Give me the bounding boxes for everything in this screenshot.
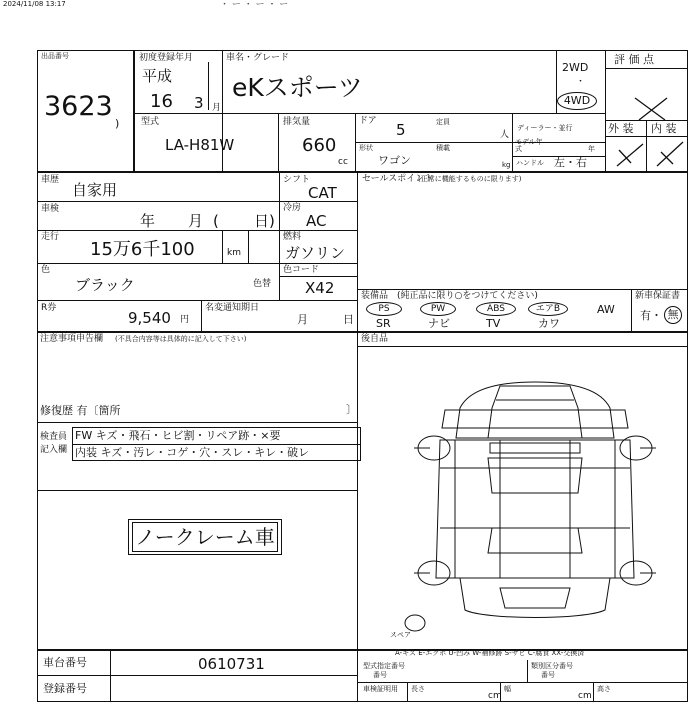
repair-history: 修復歴 有〔箇所 [40, 404, 121, 417]
name-change-label: 名変通知期日 [205, 303, 260, 313]
repair-bracket: 〕 [346, 403, 357, 416]
equip-leather: カワ [538, 317, 560, 330]
color-label: 色 [41, 265, 51, 275]
divider [37, 300, 357, 301]
exterior-label: 外 装 [608, 122, 634, 135]
inspection-day: 日) [254, 212, 275, 230]
length-label: 長さ [411, 685, 425, 693]
vehicle-name-label: 車名・グレード [226, 53, 290, 63]
rating-label: 評 価 点 [614, 53, 654, 66]
recycle-unit: 円 [180, 315, 190, 325]
era: 平成 [142, 67, 173, 85]
warranty-label: 新車保証書 [635, 291, 681, 301]
load-unit: kg [502, 161, 511, 169]
reg-month: 3 [194, 94, 204, 112]
divider [355, 142, 605, 143]
handle-value: 左・右 [554, 156, 587, 169]
shape-value: ワゴン [378, 154, 411, 167]
divider [222, 230, 223, 263]
model-value: LA-H81W [165, 136, 235, 154]
capacity-label: 定員 [436, 118, 450, 126]
height-label: 高さ [597, 685, 611, 693]
divider [248, 230, 249, 263]
shift-label: シフト [283, 175, 311, 185]
model-label: 型式 [141, 117, 160, 127]
inspection-paren: ( [213, 212, 219, 230]
sales-point-label: セールスポイント [362, 174, 434, 184]
divider [134, 50, 135, 172]
damage-legend: A-キズ E-エクボ U-凹み W-補修跡 S-サビ C-腐食 XX-交換済 [395, 649, 585, 657]
width-label: 幅 [504, 685, 511, 693]
divider [278, 113, 279, 172]
equipment-label: 装備品 [361, 291, 389, 301]
fuel-value: ガソリン [285, 244, 346, 262]
color-code: X42 [305, 279, 335, 297]
divider [222, 50, 223, 172]
shift-value: CAT [308, 184, 337, 202]
warranty-circled: 無 [664, 306, 682, 324]
inspector-interior: 内装 キズ・汚レ・コゲ・穴・スレ・キレ・破レ [75, 446, 310, 459]
divider [37, 230, 357, 231]
cut-header-text: ・ ー ・ ー ・ ー [220, 0, 289, 10]
drive-dot: ・ [576, 77, 586, 87]
name-change-month: 月 [297, 313, 308, 326]
car-diagram [400, 378, 670, 640]
reg-month-unit: 月 [212, 103, 222, 113]
chassis-label: 車台番号 [43, 656, 87, 669]
first-reg-label: 初度登録年月 [139, 53, 194, 63]
divider [357, 332, 358, 650]
notes-label: 注意事項申告欄 [40, 334, 104, 344]
model-year-unit: 年 [588, 145, 595, 153]
interior-label: 内 装 [651, 122, 677, 135]
history-label: 車歴 [41, 175, 60, 185]
divider [37, 490, 357, 491]
equip-pw: PW [420, 302, 456, 316]
notes-note: (不具合内容等は具体的に記入して下さい) [115, 335, 247, 343]
equip-abs: ABS [476, 302, 516, 316]
drive-2wd: 2WD [562, 61, 589, 74]
divider [357, 346, 688, 347]
width-unit: cm [578, 691, 592, 701]
equipment-note: (純正品に限り○をつけてください) [397, 291, 538, 301]
divider [110, 650, 111, 702]
displacement-unit: cc [338, 157, 348, 167]
equip-aw: AW [597, 303, 615, 316]
divider [134, 113, 222, 114]
recycle-value: 9,540 [128, 309, 171, 327]
inspector-exterior: FW キズ・飛石・ヒビ割・リペア跡・×要 [75, 429, 281, 442]
model-designation-label: 型式指定番号 [363, 662, 405, 670]
rating-marks [605, 68, 688, 172]
divider [37, 422, 357, 423]
category-label: 類別区分番号 [531, 662, 573, 670]
equip-airbag: エアB [528, 302, 568, 316]
color-value: ブラック [75, 276, 135, 294]
model-year-label: モデル年式 [515, 138, 543, 153]
divider [357, 289, 688, 290]
divider [279, 276, 357, 277]
name-change-day: 日 [343, 313, 354, 326]
divider [37, 201, 357, 202]
category-sub: 番号 [541, 671, 555, 679]
capacity-unit: 人 [500, 130, 510, 140]
equip-sr: SR [376, 317, 391, 330]
fuel-label: 燃料 [283, 232, 302, 242]
mileage-label: 走行 [41, 232, 60, 242]
model-designation-sub: 番号 [373, 671, 387, 679]
timestamp: 2024/11/08 13:17 [3, 0, 66, 8]
registration-number-label: 登録番号 [43, 682, 87, 695]
divider [357, 650, 358, 702]
handle-label: ハンドル [516, 159, 544, 167]
color-swap-label: 色替 [253, 279, 272, 289]
displacement-value: 660 [302, 135, 337, 156]
inspection-year: 年 [140, 212, 156, 230]
doors-label: ドア [359, 116, 377, 126]
equip-tv: TV [486, 317, 501, 330]
equip-ps: PS [366, 302, 402, 316]
drive-4wd-circled: 4WD [557, 92, 597, 110]
divider [357, 172, 358, 332]
recycle-label: R券 [41, 303, 57, 313]
dealer-label: ディーラー・並行 [517, 124, 573, 132]
divider [201, 300, 202, 332]
warranty-value: 有・ [640, 309, 662, 322]
divider [72, 444, 361, 445]
inspector-label: 検査員 [40, 432, 68, 442]
shuppin-label: 出品番号 [41, 52, 69, 60]
reg-year: 16 [150, 91, 173, 112]
shape-label: 形状 [359, 144, 373, 152]
vehicle-name: eKスポーツ [232, 73, 363, 102]
divider [593, 682, 594, 702]
chassis-value: 0610731 [198, 655, 265, 673]
divider [500, 682, 501, 702]
ac-label: 冷房 [283, 203, 302, 213]
length-unit: cm [488, 691, 502, 701]
history-value: 自家用 [72, 181, 118, 199]
doors-value: 5 [396, 121, 406, 139]
color-code-label: 色コード [283, 265, 320, 275]
divider [222, 113, 605, 114]
displacement-label: 排気量 [283, 117, 311, 127]
inspection-month: 月 [188, 212, 204, 230]
equip-navi: ナビ [428, 317, 450, 330]
divider [279, 172, 280, 300]
mileage-unit: km [227, 248, 241, 258]
lot-mark: ) [115, 117, 120, 130]
rear-seat-label: 後自品 [361, 334, 389, 344]
divider [37, 675, 357, 676]
inspector-label-2: 記入欄 [40, 445, 68, 455]
lot-number: 3623 [44, 91, 113, 122]
inspection-record-label: 車検証明用 [363, 685, 398, 693]
mileage-value: 15万6千100 [90, 239, 195, 260]
no-claim-stamp: ノークレーム車 [132, 522, 278, 552]
spare-label: スペア [390, 631, 411, 639]
sales-point-note: (正常に機能するものに限ります) [418, 175, 522, 183]
divider [527, 660, 528, 682]
divider [37, 263, 357, 264]
divider [631, 289, 632, 332]
ac-value: AC [306, 212, 327, 230]
divider [208, 62, 209, 110]
divider [407, 682, 408, 702]
inspection-label: 車検 [41, 204, 60, 214]
load-label: 積載 [436, 144, 450, 152]
